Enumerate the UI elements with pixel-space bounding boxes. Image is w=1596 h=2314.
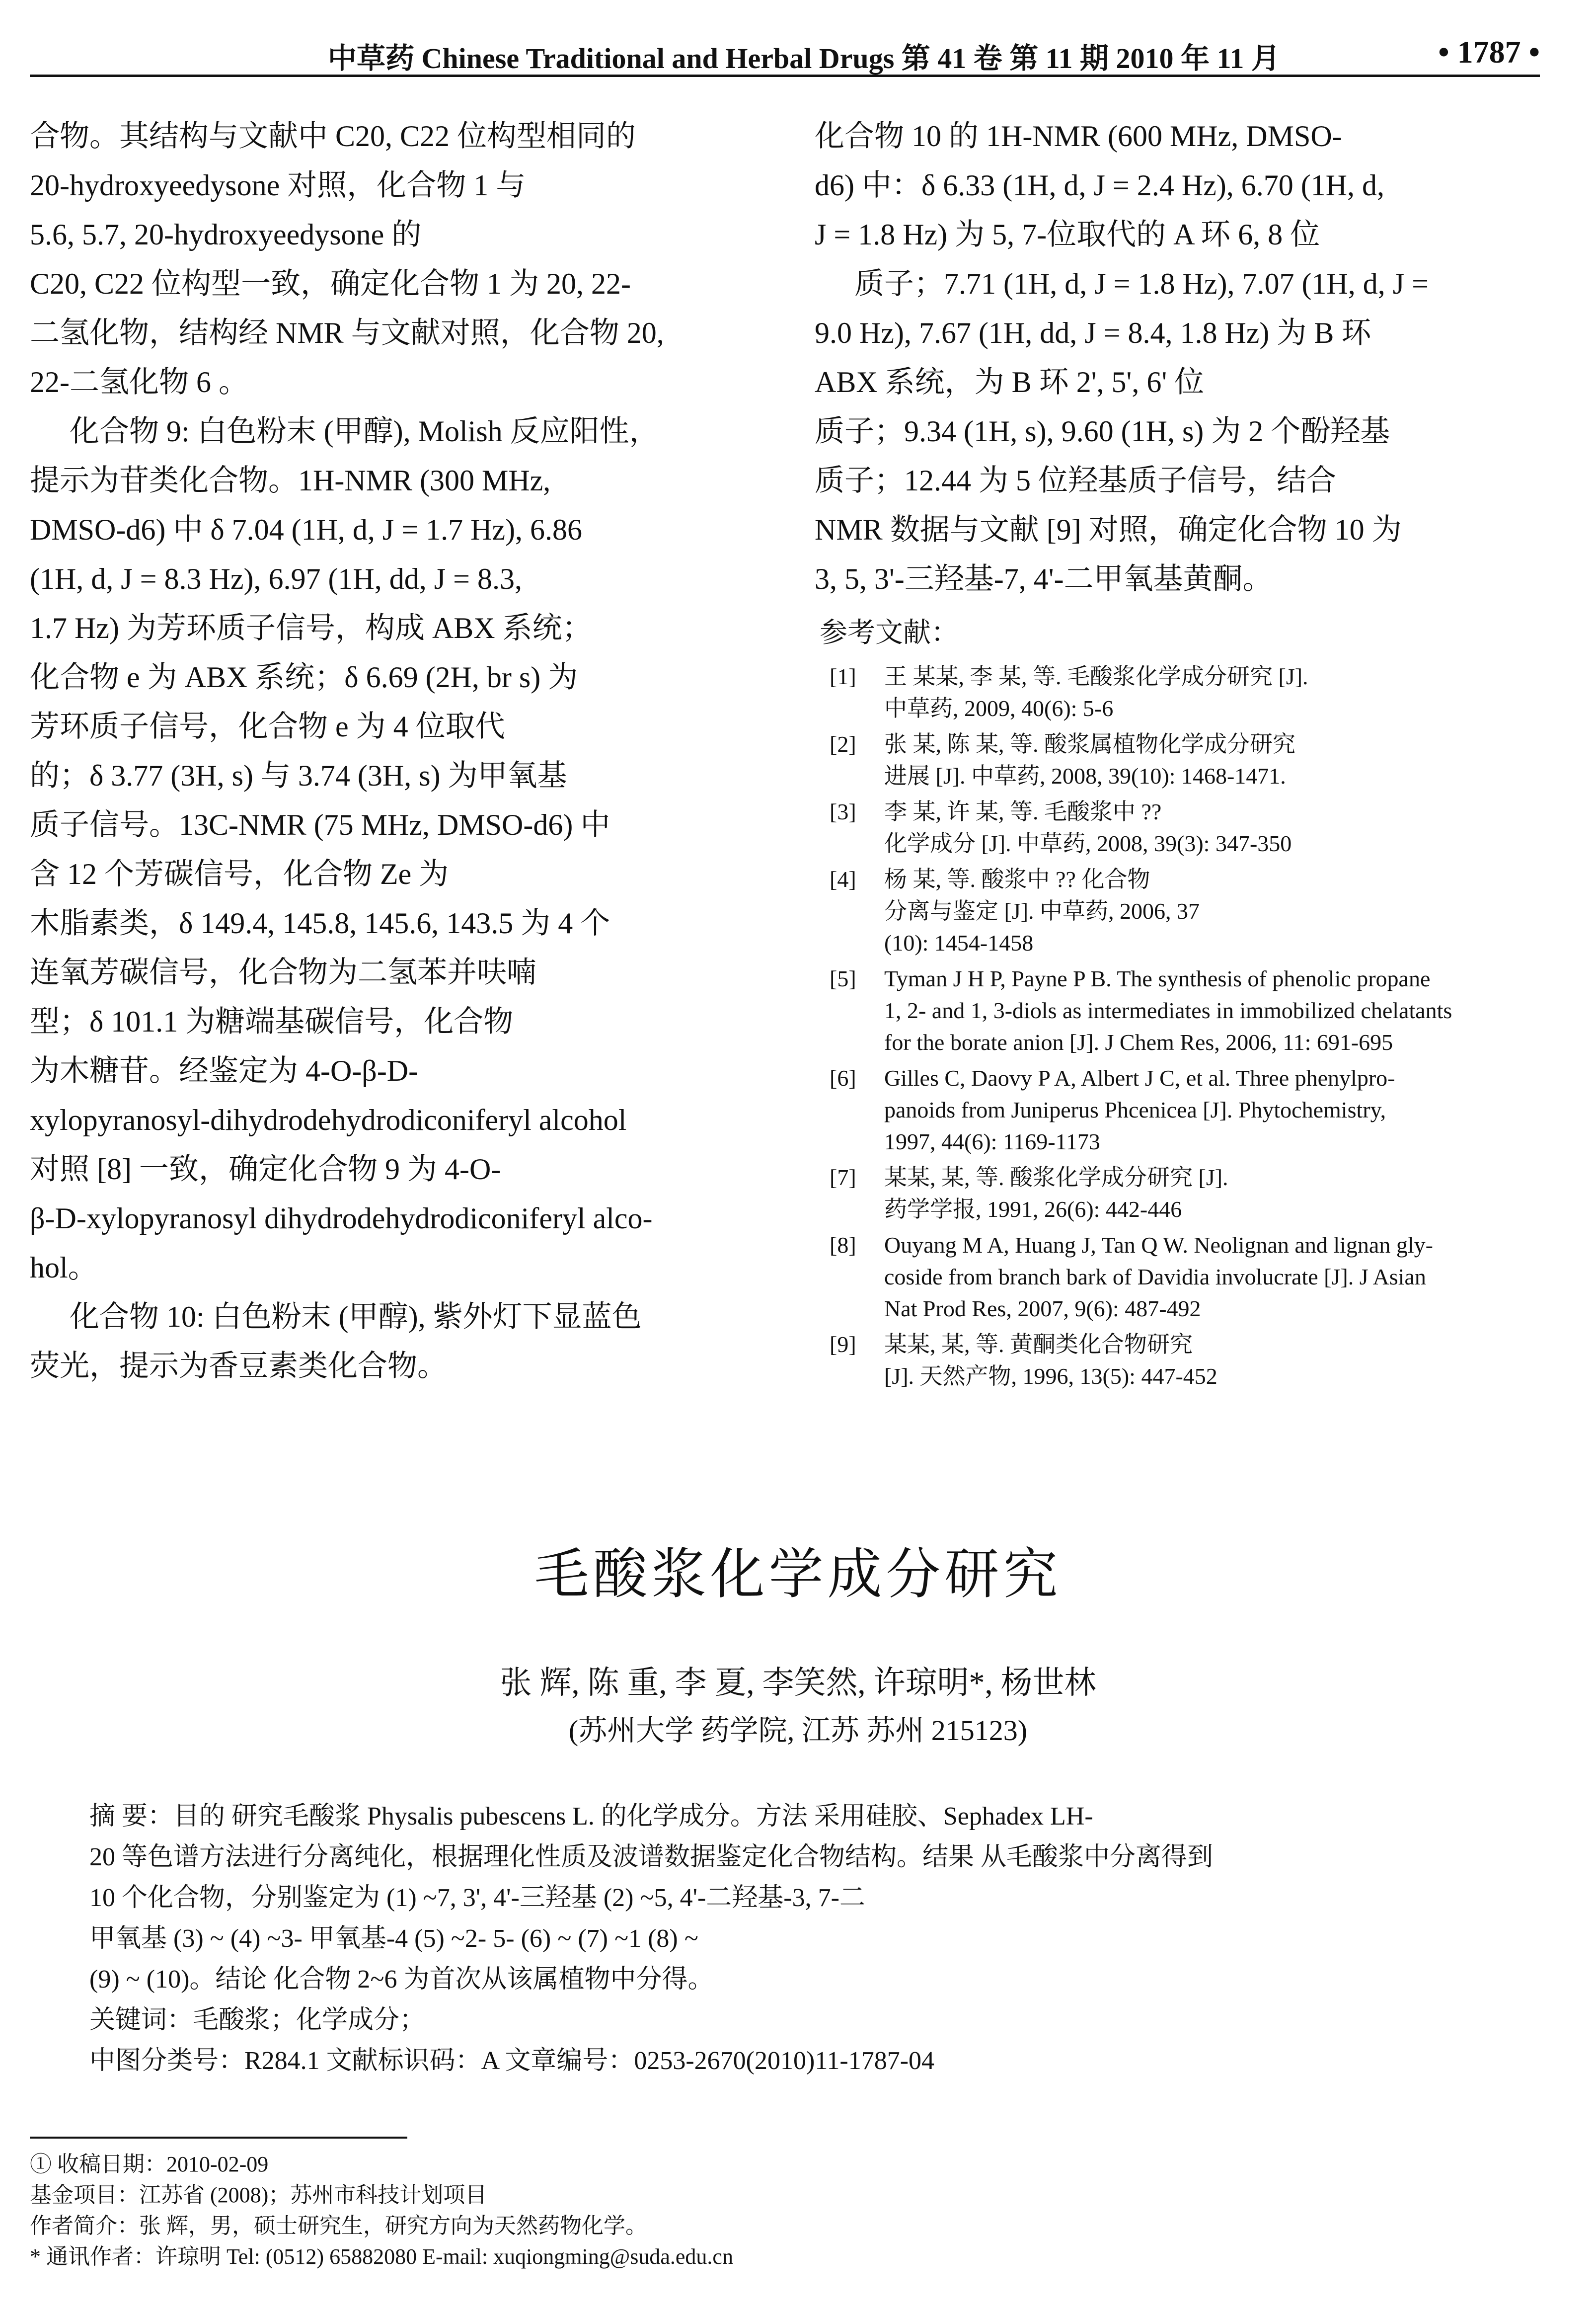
body-line: 3, 5, 3'-三羟基-7, 4'-二甲氧基黄酮。 xyxy=(815,562,1273,595)
body-line: 提示为苷类化合物。1H-NMR (300 MHz, xyxy=(30,464,551,497)
header-rule xyxy=(30,75,1540,77)
body-line: 质子；7.71 (1H, d, J = 1.8 Hz), 7.07 (1H, d, J = xyxy=(854,267,1429,300)
reference-text xyxy=(884,728,1542,792)
body-line: 化合物 10 的 1H-NMR (600 MHz, DMSO- xyxy=(815,120,1342,153)
reference-text xyxy=(884,661,1542,724)
reference-line: Nat Prod Res, 2007, 9(6): 487-492 xyxy=(884,1296,1201,1321)
page-number: • 1787 • xyxy=(1438,34,1540,70)
reference-line: 张 某, 陈 某, 等. 酸浆属植物化学成分研究 xyxy=(884,731,1295,757)
abstract-line: 甲氧基 (3) ~ (4) ~3- 甲氧基-4 (5) ~2- 5- (6) ~ (7) ~1 (8) ~ xyxy=(89,1924,698,1953)
reference-number: [1] xyxy=(830,664,856,689)
body-line: 木脂素类，δ 149.4, 145.8, 145.6, 143.5 为 4 个 xyxy=(30,907,610,940)
body-line: 合物。其结构与文献中 C20, C22 位构型相同的 xyxy=(30,120,636,153)
reference-list xyxy=(815,661,1542,1392)
footnote-line: 基金项目：江苏省 (2008)；苏州市科技计划项目 xyxy=(30,2183,487,2207)
body-line: 质子信号。13C-NMR (75 MHz, DMSO-d6) 中 xyxy=(30,808,610,841)
reference-line: 化学成分 [J]. 中草药, 2008, 39(3): 347-350 xyxy=(884,831,1292,856)
reference-item xyxy=(815,1329,1542,1392)
body-line: 连氧芳碳信号，化合物为二氢苯并呋喃 xyxy=(30,956,536,989)
classification-line: 中图分类号：R284.1 文献标识码：A 文章编号：0253-2670(2010)11-1787-04 xyxy=(89,2047,935,2075)
body-line: 质子；9.34 (1H, s), 9.60 (1H, s) 为 2 个酚羟基 xyxy=(815,415,1390,448)
page-header xyxy=(30,30,1540,77)
reference-text xyxy=(884,864,1542,959)
body-line: 含 12 个芳碳信号，化合物 Ze 为 xyxy=(30,858,449,890)
body-line: J = 1.8 Hz) 为 5, 7-位取代的 A 环 6, 8 位 xyxy=(815,218,1320,251)
reference-number: [6] xyxy=(830,1065,856,1091)
reference-item xyxy=(815,1062,1542,1158)
reference-line: 中草药, 2009, 40(6): 5-6 xyxy=(884,696,1114,721)
reference-line: [J]. 天然产物, 1996, 13(5): 447-452 xyxy=(884,1363,1217,1389)
body-line: 的；δ 3.77 (3H, s) 与 3.74 (3H, s) 为甲氧基 xyxy=(30,759,567,792)
reference-line: Ouyang M A, Huang J, Tan Q W. Neolignan and lignan gly- xyxy=(884,1232,1433,1258)
article-title: 毛酸浆化学成分研究 xyxy=(534,1544,1062,1605)
reference-item xyxy=(815,661,1542,724)
body-line: 22-二氢化物 6 。 xyxy=(30,366,248,399)
body-line: NMR 数据与文献 [9] 对照，确定化合物 10 为 xyxy=(815,513,1402,546)
body-line: 为木糖苷。经鉴定为 4-O-β-D- xyxy=(30,1054,419,1087)
reference-item xyxy=(815,864,1542,959)
abstract-line: 20 等色谱方法进行分离纯化，根据理化性质及波谱数据鉴定化合物结构。结果 从毛酸浆中分离得到 xyxy=(89,1843,1214,1871)
article-authors: 张 辉, 陈 重, 李 夏, 李笑然, 许琼明*, 杨世林 xyxy=(500,1665,1096,1700)
reference-text xyxy=(884,1329,1542,1392)
reference-number: [5] xyxy=(830,966,856,991)
body-line: 化合物 9: 白色粉末 (甲醇), Molish 反应阳性， xyxy=(70,415,659,448)
left-column xyxy=(30,112,762,1391)
body-line: d6) 中：δ 6.33 (1H, d, J = 2.4 Hz), 6.70 (1H, d, xyxy=(815,169,1385,202)
reference-text xyxy=(884,963,1542,1058)
article-affiliation: (苏州大学 药学院, 江苏 苏州 215123) xyxy=(568,1714,1028,1747)
reference-line: 杨 某, 等. 酸浆中 ?? 化合物 xyxy=(884,867,1150,892)
reference-line: 李 某, 许 某, 等. 毛酸浆中 ?? xyxy=(884,799,1162,824)
reference-line: 分离与鉴定 [J]. 中草药, 2006, 37 xyxy=(884,898,1200,924)
reference-number: [9] xyxy=(830,1332,856,1357)
footnote xyxy=(30,2149,1520,2272)
footnote-rule xyxy=(30,2137,407,2139)
keywords-line: 关键词：毛酸浆；化学成分； xyxy=(89,2006,426,2034)
abstract-line: 10 个化合物，分别鉴定为 (1) ~7, 3', 4'-三羟基 (2) ~5, 4'-二羟基-3, 7-二 xyxy=(89,1884,865,1912)
reference-item xyxy=(815,1162,1542,1225)
reference-number: [4] xyxy=(830,867,856,892)
footnote-line: ① 收稿日期：2010-02-09 xyxy=(30,2152,269,2176)
reference-line: 1997, 44(6): 1169-1173 xyxy=(884,1129,1100,1154)
reference-item xyxy=(815,963,1542,1058)
body-line: xylopyranosyl-dihydrodehydrodiconiferyl alcohol xyxy=(30,1104,627,1136)
journal-title: 中草药 Chinese Traditional and Herbal Drugs 第 41 卷 第 11 期 2010 年 11 月 xyxy=(328,42,1280,75)
right-column xyxy=(815,112,1542,1396)
reference-number: [2] xyxy=(830,731,856,757)
reference-number: [8] xyxy=(830,1232,856,1258)
reference-number: [7] xyxy=(830,1165,856,1190)
abstract-line: (9) ~ (10)。结论 化合物 2~6 为首次从该属植物中分得。 xyxy=(89,1965,714,1994)
reference-line: 药学学报, 1991, 26(6): 442-446 xyxy=(884,1197,1182,1222)
reference-line: (10): 1454-1458 xyxy=(884,930,1034,956)
reference-line: panoids from Juniperus Phcenicea [J]. Phytochemistry, xyxy=(884,1097,1386,1122)
reference-text xyxy=(884,1229,1542,1325)
body-line: 质子；12.44 为 5 位羟基质子信号，结合 xyxy=(815,464,1336,497)
body-line: C20, C22 位构型一致，确定化合物 1 为 20, 22- xyxy=(30,267,631,300)
body-line: DMSO-d6) 中 δ 7.04 (1H, d, J = 1.7 Hz), 6.86 xyxy=(30,513,583,546)
reference-line: 1, 2- and 1, 3-diols as intermediates in immobilized chelatants xyxy=(884,998,1452,1023)
body-line: 20-hydroxyeedysone 对照，化合物 1 与 xyxy=(30,169,526,202)
reference-line: 某某, 某, 等. 黄酮类化合物研究 xyxy=(884,1332,1193,1357)
footnote-line: 作者简介：张 辉，男，硕士研究生，研究方向为天然药物化学。 xyxy=(30,2214,647,2238)
reference-item xyxy=(815,728,1542,792)
body-line: ABX 系统，为 B 环 2', 5', 6' 位 xyxy=(815,366,1205,399)
footnote-line: * 通讯作者：许琼明 Tel: (0512) 65882080 E-mail: xuqiongming@suda.edu.cn xyxy=(30,2244,733,2269)
body-line: 5.6, 5.7, 20-hydroxyeedysone 的 xyxy=(30,218,422,251)
reference-text xyxy=(884,1162,1542,1225)
reference-line: Tyman J H P, Payne P B. The synthesis of phenolic propane xyxy=(884,966,1431,991)
reference-line: 某某, 某, 等. 酸浆化学成分研究 [J]. xyxy=(884,1165,1228,1190)
body-line: 化合物 10: 白色粉末 (甲醇), 紫外灯下显蓝色 xyxy=(70,1300,642,1333)
abstract xyxy=(89,1796,1500,2081)
body-line: 型；δ 101.1 为糖端基碳信号，化合物 xyxy=(30,1005,514,1038)
reference-number: [3] xyxy=(830,799,856,824)
body-line: β-D-xylopyranosyl dihydrodehydrodiconiferyl alco- xyxy=(30,1202,653,1235)
reference-item xyxy=(815,796,1542,860)
body-line: 二氢化物，结构经 NMR 与文献对照，化合物 20, xyxy=(30,317,664,349)
reference-text xyxy=(884,1062,1542,1158)
body-line: 化合物 e 为 ABX 系统；δ 6.69 (2H, br s) 为 xyxy=(30,661,578,694)
reference-line: Gilles C, Daovy P A, Albert J C, et al. Three phenylpro- xyxy=(884,1065,1395,1091)
body-line: (1H, d, J = 8.3 Hz), 6.97 (1H, dd, J = 8.3, xyxy=(30,562,522,595)
body-line: hol。 xyxy=(30,1251,98,1284)
body-line: 荧光，提示为香豆素类化合物。 xyxy=(30,1350,447,1382)
reference-item xyxy=(815,1229,1542,1325)
body-line: 对照 [8] 一致，确定化合物 9 为 4-O- xyxy=(30,1153,501,1186)
references-heading: 参考文献： xyxy=(820,618,959,648)
body-line: 1.7 Hz) 为芳环质子信号，构成 ABX 系统； xyxy=(30,612,592,644)
body-line: 9.0 Hz), 7.67 (1H, dd, J = 8.4, 1.8 Hz) 为 B 环 xyxy=(815,317,1371,349)
reference-line: for the borate anion [J]. J Chem Res, 2006, 11: 691-695 xyxy=(884,1030,1393,1055)
reference-line: coside from branch bark of Davidia involucrate [J]. J Asian xyxy=(884,1264,1426,1289)
reference-line: 进展 [J]. 中草药, 2008, 39(10): 1468-1471. xyxy=(884,763,1286,789)
body-line: 芳环质子信号，化合物 e 为 4 位取代 xyxy=(30,710,505,743)
abstract-line: 摘 要：目的 研究毛酸浆 Physalis pubescens L. 的化学成分。方法 采用硅胶、Sephadex LH- xyxy=(89,1802,1093,1831)
reference-line: 王 某某, 李 某, 等. 毛酸浆化学成分研究 [J]. xyxy=(884,664,1308,689)
reference-text xyxy=(884,796,1542,860)
